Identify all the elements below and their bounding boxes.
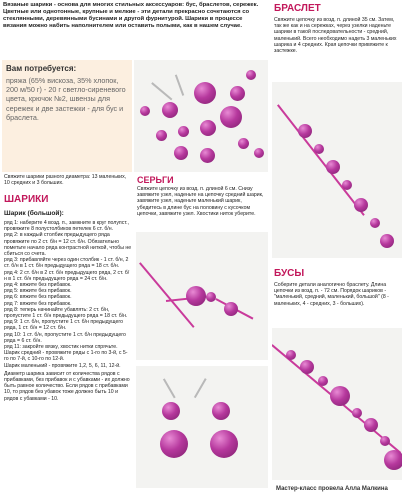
row-text: ряд 3: прибавляйте через один столбик - 1 ст. б/н, 2 ст. б/н в 1 ст. б/н предыдущего ряда = 18 ст. б/н.	[4, 257, 129, 270]
beads-photo	[272, 328, 402, 480]
ball-medium	[162, 402, 180, 420]
row-text: Шарик маленький - провяжите 1,2, 5, 6, 11, 12-й.	[4, 362, 121, 369]
earring-hook	[175, 74, 184, 95]
ball-small	[156, 130, 167, 141]
earring-hook	[194, 378, 206, 398]
balls-note: Диаметр шарика зависит от количества рядов с прибавками, без прибавок и с убавками - их должно быть равное количество. Если рядов с прибавками 10, то рядов без убавок тоже должно быть 10 и рядов с убавками - 10.	[4, 370, 130, 402]
ball-medium	[174, 146, 188, 160]
ball-medium	[364, 418, 378, 432]
balls-rows	[4, 220, 132, 402]
ball-large	[330, 386, 350, 406]
ball-medium	[298, 124, 312, 138]
beads-text: Соберите детали аналогично браслету. Длина цепочки из возд. п. - 72 см. Порядок шариков - "маленький, средний, маленький, большой" (8 - маленьких, 4 - средних, 3 - больших).	[274, 282, 389, 307]
ball-small	[318, 376, 328, 386]
ball-medium	[354, 198, 368, 212]
credit-text: Мастер-класс провела Алла Малкина	[276, 486, 388, 492]
ball-medium	[186, 286, 206, 306]
row-text: Шарик средний - провяжите ряды с 1-го по 3-й, с 5-го по 7-й, с 10-го по 12-й.	[4, 350, 128, 363]
ball-small	[314, 144, 324, 154]
row-text: ряд 11: закройте вязку, хвостик нитки спрячьте.	[4, 344, 118, 351]
earrings-heading: СЕРЬГИ	[137, 175, 174, 185]
ball-medium	[326, 160, 340, 174]
intro-text: Вязаные шарики - основа для многих стильных аксессуаров: бус, браслетов, сережек. Цветные или однотонные, крупные и мелкие - эти детали прекрасно сочетаются со стеклянными, деревянными бусинами и другой фурнитурой. Шарики в процессе вязания можно набить наполнителем или оставить полыми, как в нашем случае.	[3, 2, 259, 29]
ball-small	[352, 408, 362, 418]
earrings-photo-2	[136, 366, 268, 488]
balls-photo	[134, 60, 268, 172]
ball-medium	[380, 234, 394, 248]
ball-large	[160, 430, 188, 458]
bracelet-photo	[272, 82, 402, 258]
ball-small	[206, 292, 216, 302]
row-text: ряд 4: 2 ст. б/н в 2 ст. б/н предыдущего ряда, 2 ст. б/н в 1 ст. б/н предыдущего ряда = 24 ст. б/н.	[4, 269, 130, 282]
materials-text: пряжа (65% вискоза, 35% хлопок, 200 м/50 г) - 20 г светло-сиреневого цвета, крючок №2, швензы для сережек и две застежки - для бус и браслета.	[6, 76, 126, 122]
ball-small	[254, 148, 264, 158]
row-text: ряд 8: теперь начинайте убавлять: 2 ст. б/н, пропустите 1 ст. б/н предыдущего ряда = 18 ст. б/н.	[4, 306, 128, 320]
ball-medium	[200, 120, 216, 136]
balls-caption: Свяжите шарики разного диаметра: 13 маленьких, 10 средних и 3 больших.	[4, 174, 127, 187]
row-text: ряд 5: вяжите без прибавок.	[4, 288, 72, 295]
ball-small	[246, 70, 256, 80]
earring-hook	[163, 378, 175, 398]
row-text: ряд 10: 1 ст. б/н, пропустите 1 ст. б/н предыдущего ряда = 6 ст. б/н.	[4, 331, 126, 344]
balls-subtitle: Шарик (большой):	[4, 210, 64, 217]
row-text: ряд 9: 1 ст. б/н, пропустите 1 ст. б/н предыдущего ряда, 1 ст. б/н = 12 ст. б/н.	[4, 319, 123, 332]
row-text: ряд 4: вяжите без прибавок.	[4, 282, 72, 289]
ball-small	[370, 218, 380, 228]
row-text: ряд 1: наберите 4 возд. п., замкните в круг полупст., провяжите 8 полустолбиков петелек 6 ст. б/н.	[4, 220, 130, 233]
ball-small	[178, 126, 189, 137]
bracelet-text: Свяжите цепочку из возд. п. длиной 35 см. Затем, так же как и на сережках, через узелки наденьте шарики в такой последовательности - средний, маленький. Всего необходимо надеть 3 маленьких шарика и 4 средних. Края цепочки привяжите к застежке.	[274, 17, 397, 55]
ball-medium	[300, 360, 314, 374]
ball-large	[194, 82, 216, 104]
materials-title: Вам потребуется:	[6, 64, 77, 73]
ball-medium	[200, 148, 215, 163]
balls-heading: ШАРИКИ	[4, 194, 49, 205]
earring-hook	[152, 82, 173, 100]
ball-large	[220, 106, 242, 128]
row-text: ряд 2: в каждый столбик предыдущего ряда провяжите по 2 ст. б/н = 12 ст. б/н. Обязательно пометьте начало ряда контрастной ниткой, чтобы не сбиться со счета.	[4, 232, 132, 258]
earrings-photo-1	[136, 232, 268, 360]
ball-large	[210, 430, 238, 458]
ball-small	[342, 180, 352, 190]
ball-small	[380, 436, 390, 446]
earrings-text: Свяжите цепочку из возд. п. длиной 6 см. Снизу завяжите узел, наденьте на цепочку средний шарик, завяжите узел, наденьте маленький шарик, убедитесь в длине бус на половину с кусочком цепочки, завяжите узел. Хвостики ниток уберите.	[137, 186, 264, 217]
row-text: ряд 7: вяжите без прибавок.	[4, 300, 72, 307]
ball-medium	[230, 86, 245, 101]
ball-large	[384, 450, 402, 470]
ball-small	[224, 302, 238, 316]
ball-medium	[162, 102, 178, 118]
row-text: ряд 6: вяжите без прибавок.	[4, 294, 72, 301]
ball-small	[140, 106, 150, 116]
ball-small	[286, 350, 296, 360]
ball-medium	[212, 402, 230, 420]
beads-heading: БУСЫ	[274, 268, 305, 279]
ball-small	[238, 138, 249, 149]
bracelet-heading: БРАСЛЕТ	[274, 3, 321, 14]
chain-thread	[277, 104, 364, 215]
